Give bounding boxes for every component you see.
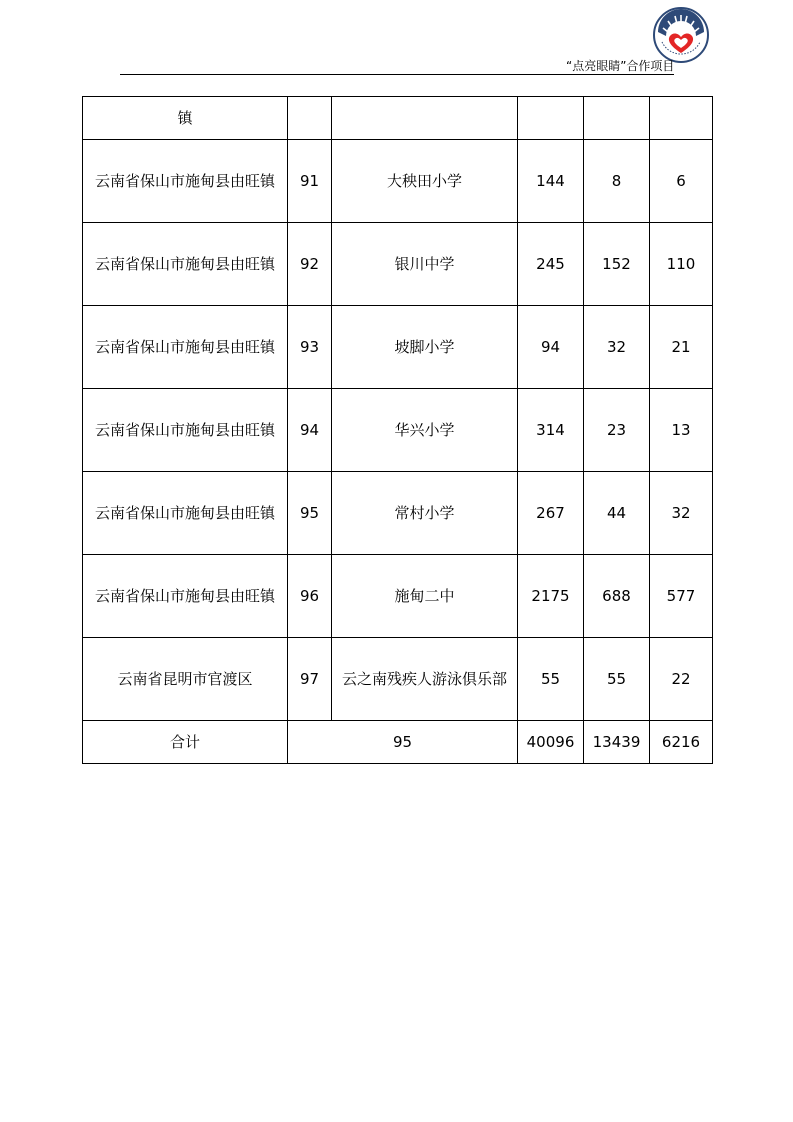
data-table <box>82 96 713 764</box>
table-row <box>83 389 713 472</box>
total-count: 95 <box>288 721 518 764</box>
value-b-cell: 152 <box>584 223 650 306</box>
value-b-cell: 32 <box>584 306 650 389</box>
number-cell: 91 <box>288 140 332 223</box>
number-cell: 97 <box>288 638 332 721</box>
school-cell: 施甸二中 <box>332 555 518 638</box>
total-c: 6216 <box>650 721 713 764</box>
region-cell: 云南省保山市施甸县由旺镇 <box>83 389 288 472</box>
region-cell: 云南省保山市施甸县由旺镇 <box>83 306 288 389</box>
value-b-cell: 55 <box>584 638 650 721</box>
value-a-cell: 267 <box>518 472 584 555</box>
value-a-cell: 245 <box>518 223 584 306</box>
region-cell: 云南省保山市施甸县由旺镇 <box>83 472 288 555</box>
table-row <box>83 555 713 638</box>
value-a-cell: 55 <box>518 638 584 721</box>
table-row <box>83 223 713 306</box>
total-a: 40096 <box>518 721 584 764</box>
value-b-cell <box>584 97 650 140</box>
total-b: 13439 <box>584 721 650 764</box>
value-a-cell: 94 <box>518 306 584 389</box>
number-cell: 95 <box>288 472 332 555</box>
region-cell: 云南省保山市施甸县由旺镇 <box>83 555 288 638</box>
school-cell: 云之南残疾人游泳俱乐部 <box>332 638 518 721</box>
value-a-cell: 2175 <box>518 555 584 638</box>
value-a-cell: 144 <box>518 140 584 223</box>
header-divider <box>120 74 674 75</box>
region-cell: 云南省保山市施甸县由旺镇 <box>83 140 288 223</box>
value-c-cell: 110 <box>650 223 713 306</box>
school-cell: 银川中学 <box>332 223 518 306</box>
value-b-cell: 688 <box>584 555 650 638</box>
region-cell: 云南省昆明市官渡区 <box>83 638 288 721</box>
school-cell <box>332 97 518 140</box>
eye-heart-logo-icon <box>652 6 710 64</box>
school-cell: 坡脚小学 <box>332 306 518 389</box>
school-cell: 华兴小学 <box>332 389 518 472</box>
value-b-cell: 8 <box>584 140 650 223</box>
table-row <box>83 97 713 140</box>
value-c-cell: 6 <box>650 140 713 223</box>
value-b-cell: 44 <box>584 472 650 555</box>
value-b-cell: 23 <box>584 389 650 472</box>
school-cell: 大秧田小学 <box>332 140 518 223</box>
number-cell: 93 <box>288 306 332 389</box>
value-c-cell: 577 <box>650 555 713 638</box>
region-cell: 云南省保山市施甸县由旺镇 <box>83 223 288 306</box>
header-title: “点亮眼睛”合作项目 <box>566 59 675 73</box>
total-row <box>83 721 713 764</box>
value-a-cell <box>518 97 584 140</box>
number-cell: 92 <box>288 223 332 306</box>
table-row <box>83 472 713 555</box>
school-cell: 常村小学 <box>332 472 518 555</box>
value-c-cell: 13 <box>650 389 713 472</box>
table-row <box>83 140 713 223</box>
number-cell: 96 <box>288 555 332 638</box>
value-c-cell: 32 <box>650 472 713 555</box>
table-row <box>83 638 713 721</box>
value-c-cell <box>650 97 713 140</box>
region-cell: 镇 <box>83 97 288 140</box>
value-a-cell: 314 <box>518 389 584 472</box>
total-label: 合计 <box>83 721 288 764</box>
table-row <box>83 306 713 389</box>
value-c-cell: 21 <box>650 306 713 389</box>
value-c-cell: 22 <box>650 638 713 721</box>
number-cell: 94 <box>288 389 332 472</box>
number-cell <box>288 97 332 140</box>
